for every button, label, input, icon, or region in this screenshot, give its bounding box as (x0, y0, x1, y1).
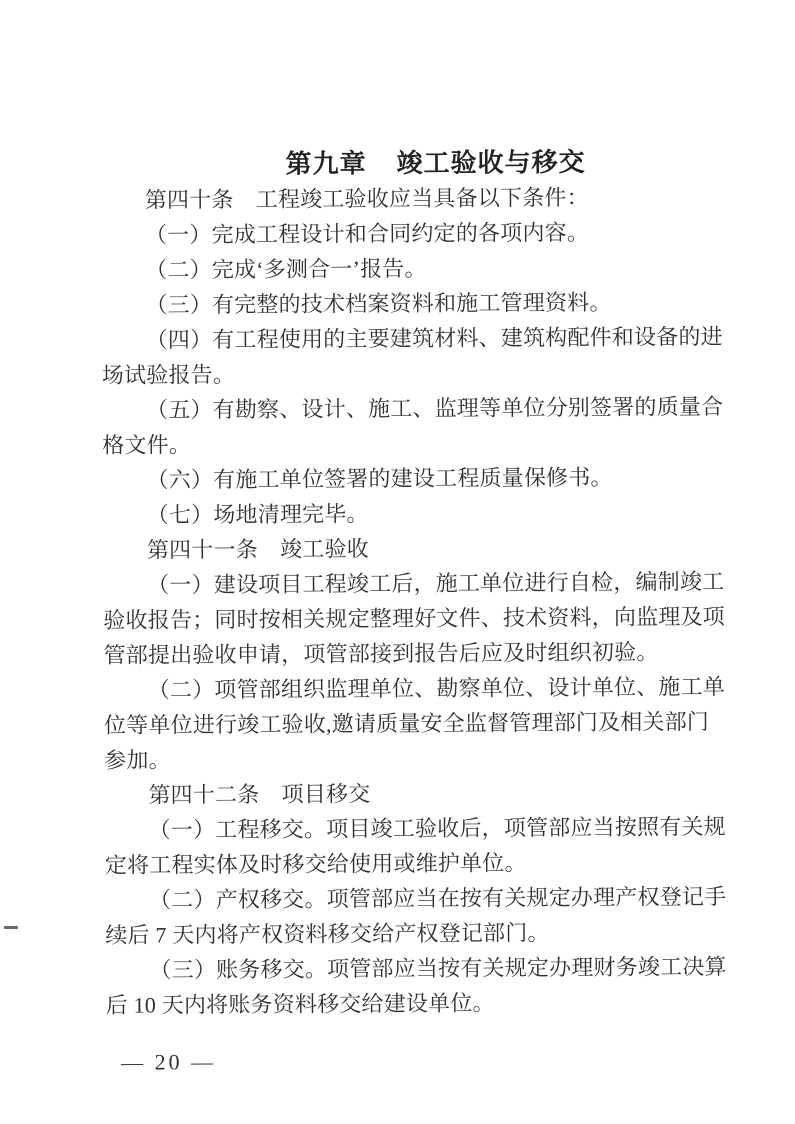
text-line: 场试验报告。 (102, 354, 722, 393)
text-line: 后 10 天内将账务资料移交给建设单位。 (106, 984, 726, 1023)
text-line: （四）有工程使用的主要建筑材料、建筑构配件和设备的进 (102, 319, 722, 358)
text-line: （一）完成工程设计和合同约定的各项内容。 (101, 214, 721, 253)
text-line: （二）项管部组织监理单位、勘察单位、设计单位、施工单 (104, 669, 724, 708)
text-line: 定将工程实体及时移交给使用或维护单位。 (105, 844, 725, 883)
text-line: （七）场地清理完毕。 (103, 494, 723, 533)
text-line: 第四十二条 项目移交 (104, 774, 724, 813)
text-line: （五）有勘察、设计、施工、监理等单位分别签署的质量合 (102, 389, 722, 428)
document-body (101, 179, 726, 1023)
text-line: 参加。 (104, 739, 724, 778)
text-line: （一）工程移交。项目竣工验收后，项管部应当按照有关规 (105, 809, 725, 848)
chapter-title: 竣工验收与移交 (396, 142, 585, 180)
page-number: — 20 — (121, 1049, 216, 1076)
scan-artifact-mark (4, 926, 18, 929)
text-line: （三）账务移交。项管部应当按有关规定办理财务竣工决算 (105, 949, 725, 988)
text-line: （六）有施工单位签署的建设工程质量保修书。 (102, 459, 722, 498)
text-line: 位等单位进行竣工验收,邀请质量安全监督管理部门及相关部门 (104, 704, 724, 743)
text-line: （一）建设项目工程竣工后，施工单位进行自检，编制竣工 (103, 564, 723, 603)
chapter-number: 第九章 (285, 143, 366, 180)
chapter-heading (285, 142, 585, 181)
text-line: 管部提出验收申请，项管部接到报告后应及时组织初验。 (103, 634, 723, 673)
text-line: 续后 7 天内将产权资料移交给产权登记部门。 (105, 914, 725, 953)
text-line: （二）产权移交。项管部应当在按有关规定办理产权登记手 (105, 879, 725, 918)
text-line: 格文件。 (102, 424, 722, 463)
text-line: 第四十条 工程竣工验收应当具备以下条件： (101, 179, 721, 218)
text-line: （二）完成‘多测合一’报告。 (101, 249, 721, 288)
text-line: 第四十一条 竣工验收 (103, 529, 723, 568)
text-line: （三）有完整的技术档案资料和施工管理资料。 (101, 284, 721, 323)
text-line: 验收报告；同时按相关规定整理好文件、技术资料，向监理及项 (103, 599, 723, 638)
